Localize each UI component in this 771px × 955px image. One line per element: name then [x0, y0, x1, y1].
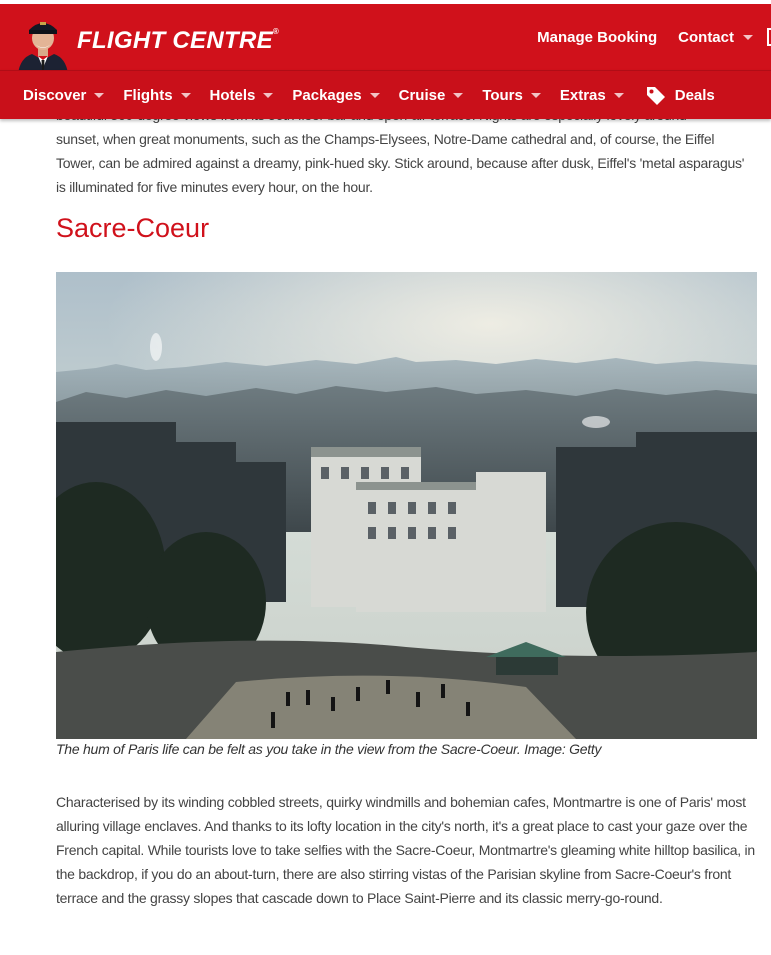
brand-name[interactable]: FLIGHT CENTRE®: [77, 27, 280, 54]
site-header: [0, 0, 771, 70]
price-tag-icon: [645, 84, 667, 106]
chevron-down-icon: [94, 93, 104, 98]
chevron-down-icon: [453, 93, 463, 98]
intro-paragraph: sunset, when great monuments, such as the Champs-Elysees, Notre-Dame cathedral and, of course, the Eiffel Tower, can be admired against a dreamy, pink-hued sky. Stick around, because after dusk, Eiffel's 'metal asparagus' is illuminated for five minutes every hour, on the hour.: [56, 103, 756, 199]
nav-flights[interactable]: Flights: [123, 87, 190, 104]
image-caption: The hum of Paris life can be felt as you take in the view from the Sacre-Coeur. Image: Getty: [56, 741, 602, 757]
paris-view-photo: [56, 272, 757, 739]
nav-extras[interactable]: Extras: [560, 87, 624, 104]
paris-skyline-image: [56, 272, 757, 739]
nav-cruise[interactable]: Cruise: [399, 87, 464, 104]
offscreen-element: [767, 28, 771, 46]
chevron-down-icon: [531, 93, 541, 98]
utility-nav: [516, 28, 771, 46]
nav-discover[interactable]: Discover: [23, 87, 104, 104]
chevron-down-icon: [370, 93, 380, 98]
logo-link[interactable]: [14, 10, 72, 74]
chevron-down-icon: [263, 93, 273, 98]
nav-hotels[interactable]: Hotels: [210, 87, 274, 104]
manage-booking-link[interactable]: Manage Booking: [537, 28, 658, 46]
chevron-down-icon: [181, 93, 191, 98]
nav-packages[interactable]: Packages: [292, 87, 379, 104]
chevron-down-icon: [743, 35, 753, 40]
nav-deals[interactable]: Deals: [645, 84, 715, 106]
body-paragraph: Characterised by its winding cobbled streets, quirky windmills and bohemian cafes, Montmartre is one of Paris' most alluring village enclaves. And thanks to its lofty location in the city's north, it's a great place to cast your gaze over the French capital. While tourists love to take selfies with the Sacre-Coeur, Montmartre's gleaming white hilltop basilica, in the backdrop, if you do an about-turn, there are also stirring vistas of the Parisian skyline from Sacre-Coeur's front terrace and the grassy slopes that cascade down to Place Saint-Pierre and its classic merry-go-round.: [56, 794, 755, 906]
main-nav: [0, 70, 771, 119]
chevron-down-icon: [614, 93, 624, 98]
nav-tours[interactable]: Tours: [482, 87, 541, 104]
contact-link[interactable]: Contact: [678, 29, 753, 46]
section-heading: Sacre-Coeur: [56, 213, 210, 243]
pilot-logo-icon: [14, 14, 72, 74]
